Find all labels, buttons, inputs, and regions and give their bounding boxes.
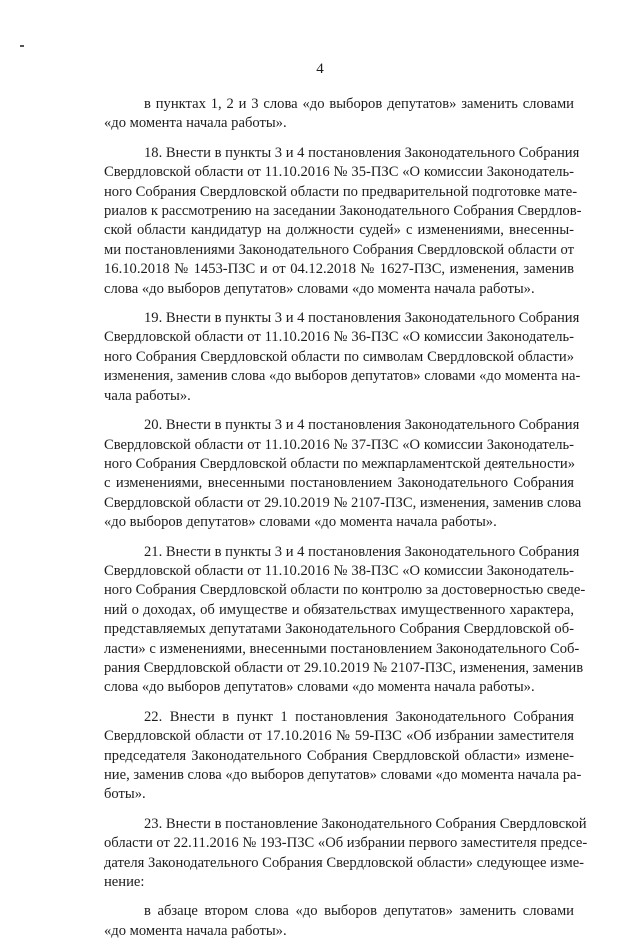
paragraph-line: 16.10.2018 № 1453-ПЗС и от 04.12.2018 № 1627-ПЗС, изменения, заменив [104, 261, 574, 278]
paragraph-line: ний о доходах, об имуществе и обязательствах имущественного характера, [104, 601, 574, 618]
paragraph-item-23 [104, 815, 588, 893]
paragraph-line: чала работы». [104, 387, 191, 404]
paragraph-line: Свердловской области от 17.10.2016 № 59-ПЗС «Об избрании заместителя [104, 728, 574, 745]
paragraph-line: ного Собрания Свердловской области по предварительной подготовке мате- [104, 183, 578, 200]
paragraph-line: Свердловской области от 11.10.2016 № 37-ПЗС «О комиссии Законодатель- [104, 436, 574, 453]
paragraph-line: изменения, заменив слова «до выборов депутатов» словами «до момента на- [104, 368, 581, 385]
paragraph-line: в абзаце втором слова «до выборов депутатов» заменить словами [144, 903, 574, 920]
paragraph-line: ного Собрания Свердловской области по межпарламентской деятельности» [104, 455, 576, 472]
paragraph-line: Свердловской области от 11.10.2016 № 36-ПЗС «О комиссии Законодатель- [104, 329, 574, 346]
paragraph-line: ласти» с изменениями, внесенными постановлением Законодательного Соб- [104, 640, 580, 657]
paragraph-line: «до момента начала работы». [104, 115, 287, 132]
paragraph-line: нение: [104, 874, 145, 891]
paragraph-line: Свердловской области от 11.10.2016 № 35-ПЗС «О комиссии Законодатель- [104, 164, 574, 181]
paragraph-line: боты». [104, 786, 146, 803]
document-body [104, 95, 588, 951]
paragraph-line: Свердловской области от 11.10.2016 № 38-ПЗС «О комиссии Законодатель- [104, 562, 574, 579]
paragraph-line: ного Собрания Свердловской области по контролю за достоверностью сведе- [104, 582, 586, 599]
paragraph-line: 23. Внести в постановление Законодательного Собрания Свердловской [144, 815, 587, 832]
paragraph-line: 19. Внести в пункты 3 и 4 постановления Законодательного Собрания [144, 310, 580, 327]
paragraph-intro-amendment [104, 95, 574, 134]
paragraph-line: с изменениями, внесенными постановлением Законодательного Собрания [104, 475, 574, 492]
paragraph-line: ного Собрания Свердловской области по символам Свердловской области» [104, 348, 574, 365]
paragraph-line: 18. Внести в пункты 3 и 4 постановления Законодательного Собрания [144, 144, 580, 161]
paragraph-line: «до момента начала работы». [104, 922, 287, 939]
paragraph-line: Свердловской области от 29.10.2019 № 2107-ПЗС, изменения, заменив слова [104, 494, 582, 511]
paragraph-line: дателя Законодательного Собрания Свердловской области» следующее изме- [104, 854, 585, 871]
paragraph-line: слова «до выборов депутатов» словами «до момента начала работы». [104, 679, 535, 696]
paragraph-line: ской области кандидатур на должности судей» с изменениями, внесенны- [104, 222, 574, 239]
paragraph-item-18 [104, 144, 582, 299]
paragraph-line: ми постановлениями Законодательного Собрания Свердловской области от [104, 241, 574, 258]
paragraph-item-19 [104, 309, 581, 406]
paragraph-line: 21. Внести в пункты 3 и 4 постановления Законодательного Собрания [144, 543, 580, 560]
paragraph-line: ние, заменив слова «до выборов депутатов» словами «до момента начала ра- [104, 767, 582, 783]
paragraph-item-21 [104, 543, 586, 698]
paragraph-item-22 [104, 708, 582, 805]
paragraph-line: председателя Законодательного Собрания Свердловской области» измене- [104, 747, 574, 764]
paragraph-line: 22. Внести в пункт 1 постановления Законодательного Собрания [144, 708, 574, 725]
page-number: 4 [316, 61, 324, 77]
paragraph-line: рания Свердловской области от 29.10.2019 № 2107-ПЗС, изменения, заменив [104, 659, 584, 676]
paragraph-line: представляемых депутатами Законодательного Собрания Свердловской об- [104, 621, 574, 638]
paragraph-line: области от 22.11.2016 № 193-ПЗС «Об избрании первого заместителя предсе- [104, 835, 588, 852]
paragraph-line: 20. Внести в пункты 3 и 4 постановления Законодательного Собрания [144, 417, 580, 434]
paragraph-subitem-amendment [104, 902, 574, 941]
paragraph-line: «до выборов депутатов» словами «до момента начала работы». [104, 514, 497, 531]
paragraph-item-20 [104, 416, 582, 532]
paragraph-line: в пунктах 1, 2 и 3 слова «до выборов депутатов» заменить словами [144, 96, 574, 112]
paragraph-line: слова «до выборов депутатов» словами «до момента начала работы». [104, 280, 535, 297]
paragraph-line: риалов к рассмотрению на заседании Законодательного Собрания Свердлов- [104, 203, 582, 220]
scan-mark [20, 45, 24, 47]
